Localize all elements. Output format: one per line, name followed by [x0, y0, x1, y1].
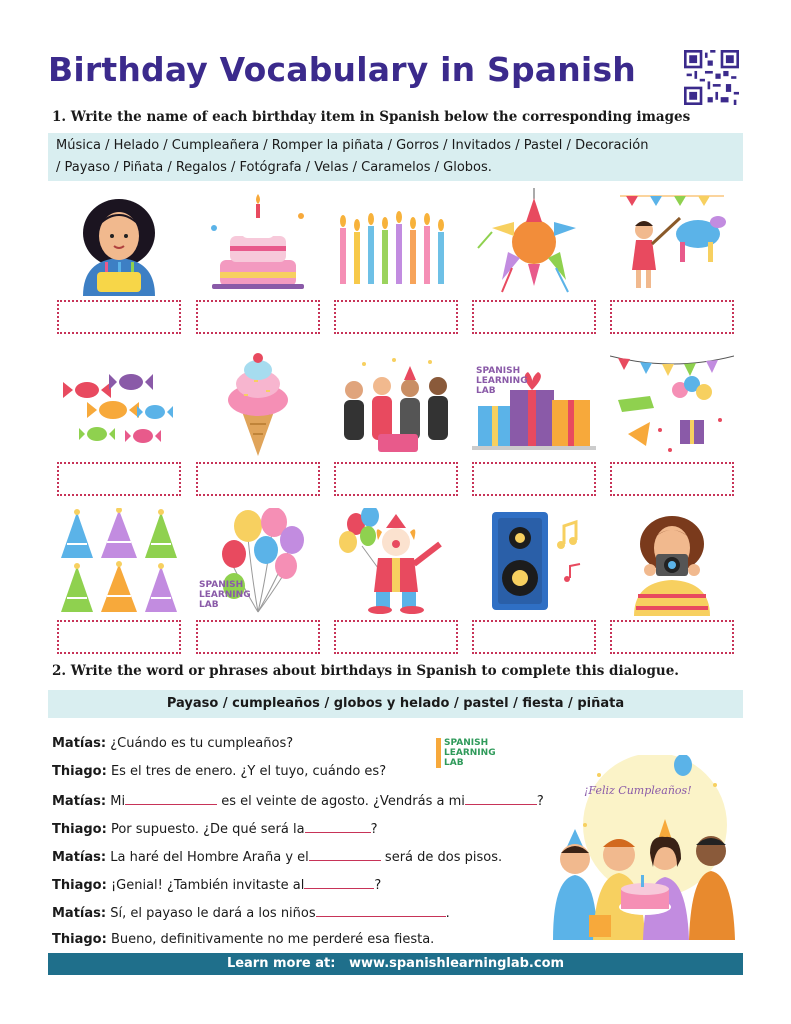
speaker-label: Matías: — [52, 850, 107, 865]
music-speaker-image — [472, 508, 596, 616]
logo-line-2: LEARNING — [444, 748, 496, 758]
word-bank-line-2: / Payaso / Piñata / Regalos / Fotógrafa / Velas / Caramelos / Globos. — [56, 160, 492, 175]
speaker-label: Thiago: — [52, 822, 107, 837]
page-title: Birthday Vocabulary in Spanish — [48, 50, 636, 89]
answer-box[interactable] — [610, 620, 734, 654]
spanish-learning-lab-logo — [476, 366, 528, 396]
clown-image — [334, 508, 458, 616]
footer-url-link[interactable]: www.spanishlearninglab.com — [349, 956, 565, 971]
answer-box[interactable] — [57, 300, 181, 334]
ice-cream-image — [196, 350, 320, 458]
speaker-label: Thiago: — [52, 932, 107, 947]
logo-line-1: SPANISH — [444, 738, 489, 748]
dialogue-text: . — [445, 906, 450, 921]
dialogue-text: ¡Genial! ¿También invitaste al — [110, 878, 305, 893]
fill-blank[interactable] — [305, 820, 371, 833]
answer-box[interactable] — [57, 620, 181, 654]
dialogue-text: Es el tres de enero. ¿Y el tuyo, cuándo es? — [110, 764, 387, 779]
logo-line-2: LEARNING — [199, 590, 251, 600]
feliz-cumpleanos-banner: ¡Feliz Cumpleaños! — [584, 784, 692, 797]
fill-blank[interactable] — [125, 792, 217, 805]
section-2-heading: 2. Write the word or phrases about birthdays in Spanish to complete this dialogue. — [52, 663, 679, 679]
logo-line-2: LEARNING — [476, 376, 528, 386]
dialogue-line — [52, 848, 502, 865]
logo-line-3: LAB — [199, 600, 219, 610]
guests-image — [334, 350, 458, 458]
answer-box[interactable] — [196, 462, 320, 496]
section-1-heading: 1. Write the name of each birthday item in Spanish below the corresponding images — [52, 109, 691, 125]
dialogue-text: ¿Cuándo es tu cumpleaños? — [110, 736, 294, 751]
candles-image — [334, 188, 458, 296]
fill-blank[interactable] — [309, 848, 381, 861]
answer-box[interactable] — [610, 300, 734, 334]
logo-line-3: LAB — [444, 758, 464, 768]
logo-line-1: SPANISH — [199, 580, 244, 590]
breaking-pinata-image — [610, 188, 734, 296]
answer-box[interactable] — [472, 300, 596, 334]
dialogue-text: ? — [536, 794, 544, 809]
speaker-label: Thiago: — [52, 764, 107, 779]
answer-box[interactable] — [610, 462, 734, 496]
dialogue-line — [52, 904, 450, 921]
speaker-label: Thiago: — [52, 878, 107, 893]
dialogue-text: es el veinte de agosto. ¿Vendrás a mi — [221, 794, 465, 809]
word-bank-2: Payaso / cumpleaños / globos y helado / pastel / fiesta / piñata — [48, 690, 743, 718]
word-bank-line-1: Música / Helado / Cumpleañera / Romper la piñata / Gorros / Invitados / Pastel / Decoración — [56, 138, 649, 153]
answer-box[interactable] — [472, 462, 596, 496]
dialogue-text: ? — [370, 822, 378, 837]
dialogue-text: La haré del Hombre Araña y el — [110, 850, 309, 865]
dialogue-text: Sí, el payaso le dará a los niños — [110, 906, 316, 921]
dialogue-line — [52, 876, 381, 893]
spanish-learning-lab-logo — [199, 580, 251, 610]
answer-box[interactable] — [196, 300, 320, 334]
speaker-label: Matías: — [52, 794, 107, 809]
answer-box[interactable] — [334, 462, 458, 496]
dialogue-text: ? — [374, 878, 382, 893]
cake-image — [196, 188, 320, 296]
pinata-image — [472, 188, 596, 296]
dialogue-text: Bueno, definitivamente no me perderé esa fiesta. — [110, 932, 435, 947]
qr-code-icon — [684, 50, 739, 105]
logo-line-3: LAB — [476, 386, 496, 396]
dialogue-line — [52, 792, 544, 809]
answer-box[interactable] — [334, 620, 458, 654]
dialogue-line — [52, 764, 386, 779]
dialogue-text: Por supuesto. ¿De qué será la — [110, 822, 305, 837]
dialogue-line — [52, 932, 434, 947]
logo-line-1: SPANISH — [476, 366, 521, 376]
dialogue-line — [52, 820, 377, 837]
dialogue-text: Mi — [110, 794, 126, 809]
birthday-girl-image — [57, 188, 181, 296]
party-hats-image — [57, 508, 181, 616]
footer-label: Learn more at: — [226, 956, 336, 971]
answer-box[interactable] — [196, 620, 320, 654]
fill-blank[interactable] — [465, 792, 537, 805]
answer-box[interactable] — [57, 462, 181, 496]
spanish-learning-lab-logo — [444, 738, 496, 768]
answer-box[interactable] — [472, 620, 596, 654]
dialogue-line — [52, 736, 293, 751]
fill-blank[interactable] — [316, 904, 446, 917]
birthday-party-illustration — [545, 755, 743, 940]
answer-box[interactable] — [334, 300, 458, 334]
word-bank-1 — [48, 133, 743, 181]
candies-image — [57, 350, 181, 458]
pencil-icon — [436, 738, 441, 768]
dialogue-text: será de dos pisos. — [384, 850, 503, 865]
speaker-label: Matías: — [52, 736, 107, 751]
footer — [48, 953, 743, 975]
photographer-image — [610, 508, 734, 616]
fill-blank[interactable] — [304, 876, 374, 889]
decoration-image — [610, 350, 734, 458]
speaker-label: Matías: — [52, 906, 107, 921]
